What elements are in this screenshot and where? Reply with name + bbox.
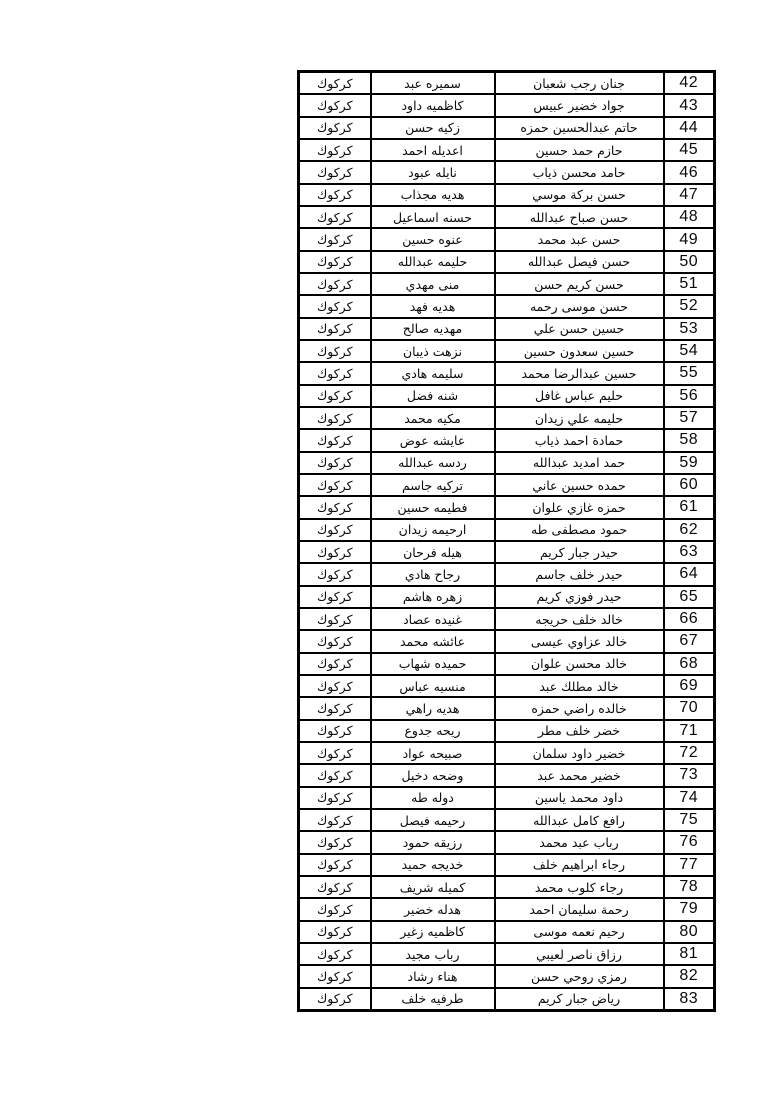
person-name-cell: رحيم نعمه موسى xyxy=(495,921,664,943)
table-row xyxy=(299,608,715,630)
mother-name-cell: سميره عبد xyxy=(371,72,495,95)
table-row xyxy=(299,385,715,407)
mother-name-cell: نايله عبود xyxy=(371,161,495,183)
mother-name-cell: عنوه حسين xyxy=(371,228,495,250)
mother-name-cell: منى مهدي xyxy=(371,273,495,295)
person-name-cell: حليمه علي زيدان xyxy=(495,407,664,429)
serial-number-cell: 44 xyxy=(664,117,715,139)
person-name-cell: حامد محسن ذياب xyxy=(495,161,664,183)
mother-name-cell: هديه فهد xyxy=(371,295,495,317)
table-row xyxy=(299,452,715,474)
province-cell: كركوك xyxy=(299,139,371,161)
province-cell: كركوك xyxy=(299,608,371,630)
province-cell: كركوك xyxy=(299,228,371,250)
mother-name-cell: عايشه عوض xyxy=(371,429,495,451)
province-cell: كركوك xyxy=(299,474,371,496)
person-name-cell: حمده حسين عاني xyxy=(495,474,664,496)
serial-number-cell: 49 xyxy=(664,228,715,250)
table-row xyxy=(299,273,715,295)
mother-name-cell: كميله شريف xyxy=(371,876,495,898)
table-row xyxy=(299,720,715,742)
mother-name-cell: زكيه حسن xyxy=(371,117,495,139)
province-cell: كركوك xyxy=(299,943,371,965)
province-cell: كركوك xyxy=(299,675,371,697)
province-cell: كركوك xyxy=(299,630,371,652)
person-name-cell: رباب عبد محمد xyxy=(495,831,664,853)
mother-name-cell: وضحه دخيل xyxy=(371,764,495,786)
person-name-cell: حسن عبد محمد xyxy=(495,228,664,250)
mother-name-cell: كاظميه داود xyxy=(371,94,495,116)
serial-number-cell: 62 xyxy=(664,519,715,541)
person-name-cell: حسن كريم حسن xyxy=(495,273,664,295)
serial-number-cell: 59 xyxy=(664,452,715,474)
table-row xyxy=(299,94,715,116)
table-row xyxy=(299,496,715,518)
serial-number-cell: 72 xyxy=(664,742,715,764)
serial-number-cell: 51 xyxy=(664,273,715,295)
province-cell: كركوك xyxy=(299,385,371,407)
table-row xyxy=(299,921,715,943)
province-cell: كركوك xyxy=(299,809,371,831)
table-row xyxy=(299,898,715,920)
serial-number-cell: 57 xyxy=(664,407,715,429)
table-row xyxy=(299,787,715,809)
table-row xyxy=(299,988,715,1011)
serial-number-cell: 56 xyxy=(664,385,715,407)
mother-name-cell: حسنه اسماعيل xyxy=(371,206,495,228)
serial-number-cell: 81 xyxy=(664,943,715,965)
province-cell: كركوك xyxy=(299,697,371,719)
serial-number-cell: 54 xyxy=(664,340,715,362)
person-name-cell: حاتم عبدالحسين حمزه xyxy=(495,117,664,139)
serial-number-cell: 65 xyxy=(664,586,715,608)
mother-name-cell: خديجه حميد xyxy=(371,854,495,876)
serial-number-cell: 42 xyxy=(664,72,715,95)
province-cell: كركوك xyxy=(299,541,371,563)
province-cell: كركوك xyxy=(299,742,371,764)
table-row xyxy=(299,764,715,786)
records-table-body xyxy=(299,72,715,1011)
table-row xyxy=(299,563,715,585)
province-cell: كركوك xyxy=(299,318,371,340)
province-cell: كركوك xyxy=(299,295,371,317)
person-name-cell: حمد امديد عبدالله xyxy=(495,452,664,474)
province-cell: كركوك xyxy=(299,206,371,228)
person-name-cell: خضير محمد عبد xyxy=(495,764,664,786)
mother-name-cell: غنيده عصاد xyxy=(371,608,495,630)
table-row xyxy=(299,541,715,563)
person-name-cell: خالد عزاوي عيسى xyxy=(495,630,664,652)
person-name-cell: رياض جبار كريم xyxy=(495,988,664,1011)
person-name-cell: خالد محسن علوان xyxy=(495,653,664,675)
records-table xyxy=(297,70,716,1012)
serial-number-cell: 67 xyxy=(664,630,715,652)
table-row xyxy=(299,184,715,206)
mother-name-cell: فطيمه حسين xyxy=(371,496,495,518)
mother-name-cell: ردسه عبدالله xyxy=(371,452,495,474)
mother-name-cell: سليمه هادي xyxy=(371,362,495,384)
serial-number-cell: 80 xyxy=(664,921,715,943)
table-row xyxy=(299,139,715,161)
mother-name-cell: دوله طه xyxy=(371,787,495,809)
serial-number-cell: 69 xyxy=(664,675,715,697)
mother-name-cell: هيله فرحان xyxy=(371,541,495,563)
province-cell: كركوك xyxy=(299,854,371,876)
person-name-cell: حسن موسى رحمه xyxy=(495,295,664,317)
province-cell: كركوك xyxy=(299,429,371,451)
mother-name-cell: تركيه جاسم xyxy=(371,474,495,496)
table-row xyxy=(299,362,715,384)
serial-number-cell: 75 xyxy=(664,809,715,831)
province-cell: كركوك xyxy=(299,876,371,898)
person-name-cell: حيدر خلف جاسم xyxy=(495,563,664,585)
province-cell: كركوك xyxy=(299,452,371,474)
table-row xyxy=(299,340,715,362)
table-row xyxy=(299,965,715,987)
table-row xyxy=(299,742,715,764)
mother-name-cell: ريحه جدوع xyxy=(371,720,495,742)
mother-name-cell: عائشه محمد xyxy=(371,630,495,652)
mother-name-cell: منسيه عباس xyxy=(371,675,495,697)
mother-name-cell: طرفيه خلف xyxy=(371,988,495,1011)
province-cell: كركوك xyxy=(299,184,371,206)
serial-number-cell: 46 xyxy=(664,161,715,183)
serial-number-cell: 48 xyxy=(664,206,715,228)
person-name-cell: رجاء كلوب محمد xyxy=(495,876,664,898)
mother-name-cell: ارحيمه زيدان xyxy=(371,519,495,541)
person-name-cell: رزاق ناصر لعيبي xyxy=(495,943,664,965)
province-cell: كركوك xyxy=(299,965,371,987)
table-row xyxy=(299,161,715,183)
province-cell: كركوك xyxy=(299,273,371,295)
person-name-cell: خضر خلف مطر xyxy=(495,720,664,742)
table-row xyxy=(299,228,715,250)
mother-name-cell: هديه راهي xyxy=(371,697,495,719)
table-row xyxy=(299,630,715,652)
serial-number-cell: 77 xyxy=(664,854,715,876)
table-row xyxy=(299,653,715,675)
person-name-cell: جنان رجب شعبان xyxy=(495,72,664,95)
person-name-cell: رافع كامل عبدالله xyxy=(495,809,664,831)
serial-number-cell: 55 xyxy=(664,362,715,384)
mother-name-cell: زهره هاشم xyxy=(371,586,495,608)
province-cell: كركوك xyxy=(299,251,371,273)
mother-name-cell: اعديله احمد xyxy=(371,139,495,161)
table-row xyxy=(299,251,715,273)
province-cell: كركوك xyxy=(299,988,371,1011)
province-cell: كركوك xyxy=(299,340,371,362)
person-name-cell: خالد مطلك عبد xyxy=(495,675,664,697)
person-name-cell: حسن بركة موسي xyxy=(495,184,664,206)
person-name-cell: حليم عباس غافل xyxy=(495,385,664,407)
table-row xyxy=(299,943,715,965)
mother-name-cell: نزهت ذيبان xyxy=(371,340,495,362)
serial-number-cell: 82 xyxy=(664,965,715,987)
mother-name-cell: كاظميه زغير xyxy=(371,921,495,943)
person-name-cell: حازم حمد حسين xyxy=(495,139,664,161)
mother-name-cell: مكيه محمد xyxy=(371,407,495,429)
mother-name-cell: رباب مجيد xyxy=(371,943,495,965)
person-name-cell: حسين سعدون حسين xyxy=(495,340,664,362)
mother-name-cell: شنه فضل xyxy=(371,385,495,407)
province-cell: كركوك xyxy=(299,764,371,786)
serial-number-cell: 58 xyxy=(664,429,715,451)
table-row xyxy=(299,474,715,496)
province-cell: كركوك xyxy=(299,831,371,853)
mother-name-cell: رحيمه فيصل xyxy=(371,809,495,831)
table-row xyxy=(299,295,715,317)
table-row xyxy=(299,429,715,451)
table-row xyxy=(299,206,715,228)
mother-name-cell: رزيقه حمود xyxy=(371,831,495,853)
person-name-cell: جواد خضير عبيس xyxy=(495,94,664,116)
table-row xyxy=(299,117,715,139)
person-name-cell: حمزه غازي علوان xyxy=(495,496,664,518)
table-row xyxy=(299,72,715,95)
table-row xyxy=(299,675,715,697)
serial-number-cell: 45 xyxy=(664,139,715,161)
serial-number-cell: 50 xyxy=(664,251,715,273)
serial-number-cell: 70 xyxy=(664,697,715,719)
table-row xyxy=(299,697,715,719)
person-name-cell: خالده راضي حمزه xyxy=(495,697,664,719)
person-name-cell: حسين حسن علي xyxy=(495,318,664,340)
serial-number-cell: 47 xyxy=(664,184,715,206)
serial-number-cell: 43 xyxy=(664,94,715,116)
person-name-cell: حمادة احمد ذياب xyxy=(495,429,664,451)
person-name-cell: حسين عبدالرضا محمد xyxy=(495,362,664,384)
serial-number-cell: 52 xyxy=(664,295,715,317)
serial-number-cell: 53 xyxy=(664,318,715,340)
serial-number-cell: 63 xyxy=(664,541,715,563)
person-name-cell: داود محمد ياسين xyxy=(495,787,664,809)
province-cell: كركوك xyxy=(299,72,371,95)
province-cell: كركوك xyxy=(299,586,371,608)
table-row xyxy=(299,809,715,831)
province-cell: كركوك xyxy=(299,407,371,429)
province-cell: كركوك xyxy=(299,161,371,183)
serial-number-cell: 78 xyxy=(664,876,715,898)
serial-number-cell: 64 xyxy=(664,563,715,585)
table-row xyxy=(299,854,715,876)
table-row xyxy=(299,407,715,429)
table-row xyxy=(299,318,715,340)
person-name-cell: حسن فيصل عبدالله xyxy=(495,251,664,273)
province-cell: كركوك xyxy=(299,117,371,139)
province-cell: كركوك xyxy=(299,921,371,943)
serial-number-cell: 60 xyxy=(664,474,715,496)
serial-number-cell: 61 xyxy=(664,496,715,518)
serial-number-cell: 83 xyxy=(664,988,715,1011)
serial-number-cell: 66 xyxy=(664,608,715,630)
person-name-cell: حيدر فوزي كريم xyxy=(495,586,664,608)
table-row xyxy=(299,831,715,853)
serial-number-cell: 79 xyxy=(664,898,715,920)
mother-name-cell: صبيحه عواد xyxy=(371,742,495,764)
province-cell: كركوك xyxy=(299,519,371,541)
table-row xyxy=(299,876,715,898)
serial-number-cell: 76 xyxy=(664,831,715,853)
person-name-cell: حمود مصطفى طه xyxy=(495,519,664,541)
mother-name-cell: حميده شهاب xyxy=(371,653,495,675)
province-cell: كركوك xyxy=(299,898,371,920)
province-cell: كركوك xyxy=(299,563,371,585)
mother-name-cell: هديه مجذاب xyxy=(371,184,495,206)
province-cell: كركوك xyxy=(299,362,371,384)
serial-number-cell: 74 xyxy=(664,787,715,809)
person-name-cell: خضير داود سلمان xyxy=(495,742,664,764)
serial-number-cell: 73 xyxy=(664,764,715,786)
table-row xyxy=(299,519,715,541)
province-cell: كركوك xyxy=(299,720,371,742)
person-name-cell: رحمة سليمان احمد xyxy=(495,898,664,920)
mother-name-cell: حليمه عبدالله xyxy=(371,251,495,273)
province-cell: كركوك xyxy=(299,653,371,675)
person-name-cell: خالد خلف حريجه xyxy=(495,608,664,630)
person-name-cell: رجاء ابراهيم خلف xyxy=(495,854,664,876)
province-cell: كركوك xyxy=(299,787,371,809)
person-name-cell: رمزي روحي حسن xyxy=(495,965,664,987)
mother-name-cell: مهديه صالح xyxy=(371,318,495,340)
table-row xyxy=(299,586,715,608)
mother-name-cell: هدله خضير xyxy=(371,898,495,920)
person-name-cell: حسن صباح عبدالله xyxy=(495,206,664,228)
serial-number-cell: 68 xyxy=(664,653,715,675)
province-cell: كركوك xyxy=(299,94,371,116)
serial-number-cell: 71 xyxy=(664,720,715,742)
mother-name-cell: هناء رشاد xyxy=(371,965,495,987)
province-cell: كركوك xyxy=(299,496,371,518)
mother-name-cell: رجاح هادي xyxy=(371,563,495,585)
person-name-cell: حيدر جبار كريم xyxy=(495,541,664,563)
